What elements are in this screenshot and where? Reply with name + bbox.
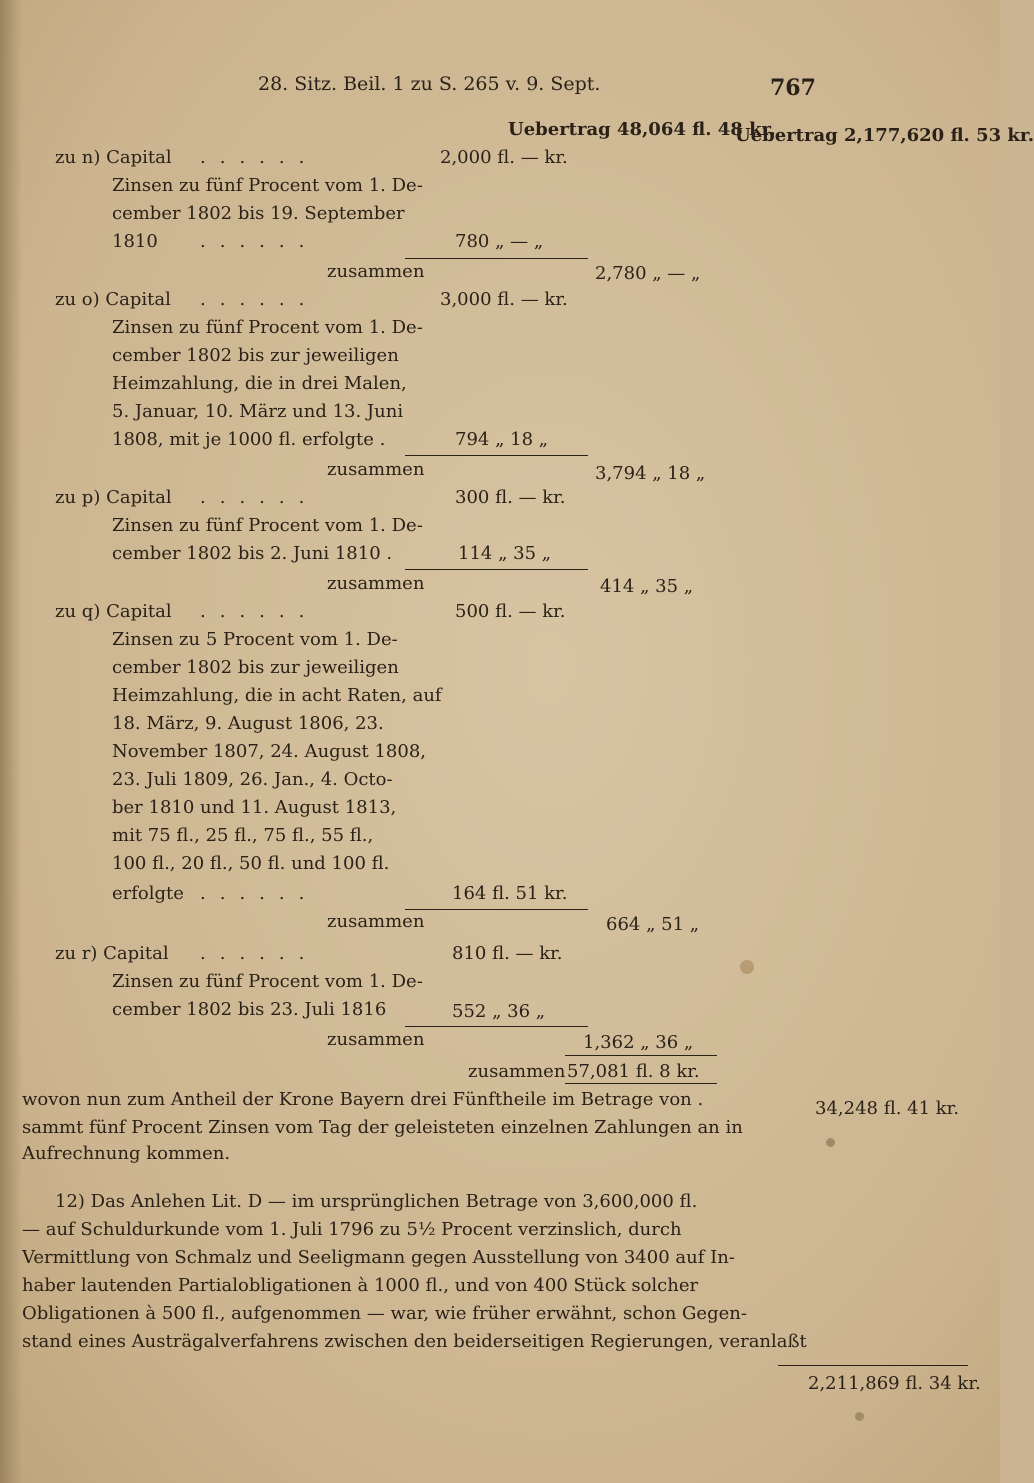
entry-n-line: Zinsen zu fünf Procent vom 1. De- bbox=[112, 175, 423, 196]
entry-q-line: ber 1810 und 11. August 1813, bbox=[112, 797, 397, 818]
entry-q-capital: 500 fl. — kr. bbox=[455, 601, 566, 622]
carry-over-mid: Uebertrag 48,064 fl. 48 kr. bbox=[508, 119, 776, 140]
entry-o-line: 5. Januar, 10. März und 13. Juni bbox=[112, 401, 404, 422]
entry-p-line: cember 1802 bis 2. Juni 1810 . bbox=[112, 543, 393, 564]
page-total: 2,211,869 fl. 34 kr. bbox=[808, 1373, 981, 1394]
entry-q-line: 100 fl., 20 fl., 50 fl. und 100 fl. bbox=[112, 853, 390, 874]
carry-over-right: Uebertrag 2,177,620 fl. 53 kr. bbox=[735, 125, 1034, 146]
para12-line: Vermittlung von Schmalz und Seeligmann gegen Ausstellung von 3400 auf In- bbox=[22, 1247, 735, 1268]
ink-spot bbox=[855, 1412, 864, 1421]
grand-total-value: 57,081 fl. 8 kr. bbox=[567, 1061, 700, 1082]
entry-o-line: Heimzahlung, die in drei Malen, bbox=[112, 373, 407, 394]
entry-n-line: 1810 bbox=[112, 231, 158, 252]
entry-n-line: cember 1802 bis 19. September bbox=[112, 203, 405, 224]
entry-o-label: zu o) Capital bbox=[55, 289, 171, 310]
entry-q-interest: 164 fl. 51 kr. bbox=[452, 883, 568, 904]
para12-line: — auf Schuldurkunde vom 1. Juli 1796 zu 5½ Procent verzinslich, durch bbox=[22, 1219, 682, 1240]
grand-total-label: zusammen bbox=[468, 1061, 566, 1082]
entry-o-capital: 3,000 fl. — kr. bbox=[440, 289, 568, 310]
entry-o-zusammen: zusammen bbox=[327, 459, 425, 480]
entry-r-line: Zinsen zu fünf Procent vom 1. De- bbox=[112, 971, 423, 992]
entry-q-zusammen: zusammen bbox=[327, 911, 425, 932]
sum-rule bbox=[778, 1365, 968, 1366]
entry-p-label: zu p) Capital bbox=[55, 487, 172, 508]
sum-rule bbox=[565, 1055, 717, 1056]
share-value: 34,248 fl. 41 kr. bbox=[815, 1098, 960, 1119]
leader-dots: ...... bbox=[200, 147, 319, 168]
para12-line: haber lautenden Partialobligationen à 1000 fl., und von 400 Stück solcher bbox=[22, 1275, 699, 1296]
leader-dots: ...... bbox=[200, 487, 319, 508]
leader-dots: ...... bbox=[200, 231, 319, 252]
sum-rule bbox=[405, 909, 588, 910]
entry-r-label: zu r) Capital bbox=[55, 943, 169, 964]
entry-o-line: cember 1802 bis zur jeweiligen bbox=[112, 345, 399, 366]
entry-r-total: 1,362 „ 36 „ bbox=[583, 1032, 694, 1053]
para12-line: Obligationen à 500 fl., aufgenommen — war, wie früher erwähnt, schon Gegen- bbox=[22, 1303, 747, 1324]
entry-o-interest: 794 „ 18 „ bbox=[455, 429, 549, 450]
entry-q-label: zu q) Capital bbox=[55, 601, 172, 622]
entry-n-interest: 780 „ — „ bbox=[455, 231, 544, 252]
sum-rule bbox=[405, 1026, 588, 1027]
entry-q-line: cember 1802 bis zur jeweiligen bbox=[112, 657, 399, 678]
leader-dots: ...... bbox=[200, 883, 319, 904]
share-line: wovon nun zum Antheil der Krone Bayern drei Fünftheile im Betrage von . bbox=[22, 1089, 704, 1110]
entry-q-line: November 1807, 24. August 1808, bbox=[112, 741, 427, 762]
share-line: Aufrechnung kommen. bbox=[22, 1143, 231, 1164]
leader-dots: ...... bbox=[200, 943, 319, 964]
sum-rule bbox=[405, 258, 588, 259]
entry-o-total: 3,794 „ 18 „ bbox=[595, 463, 706, 484]
share-line: sammt fünf Procent Zinsen vom Tag der geleisteten einzelnen Zahlungen an in bbox=[22, 1117, 743, 1138]
entry-q-line: 18. März, 9. August 1806, 23. bbox=[112, 713, 384, 734]
entry-q-line: Heimzahlung, die in acht Raten, auf bbox=[112, 685, 442, 706]
ink-spot bbox=[826, 1138, 835, 1147]
para12-line: stand eines Austrägalverfahrens zwischen den beiderseitigen Regierungen, veranlaßt bbox=[22, 1331, 807, 1352]
entry-q-total: 664 „ 51 „ bbox=[606, 914, 700, 935]
running-title: 28. Sitz. Beil. 1 zu S. 265 v. 9. Sept. bbox=[258, 73, 601, 95]
entry-p-interest: 114 „ 35 „ bbox=[458, 543, 552, 564]
entry-o-line: 1808, mit je 1000 fl. erfolgte . bbox=[112, 429, 386, 450]
entry-r-interest: 552 „ 36 „ bbox=[452, 1001, 546, 1022]
entry-p-zusammen: zusammen bbox=[327, 573, 425, 594]
entry-p-capital: 300 fl. — kr. bbox=[455, 487, 566, 508]
sum-rule bbox=[405, 455, 588, 456]
ink-spot bbox=[740, 960, 754, 974]
entry-o-line: Zinsen zu fünf Procent vom 1. De- bbox=[112, 317, 423, 338]
entry-q-line: 23. Juli 1809, 26. Jan., 4. Octo- bbox=[112, 769, 393, 790]
leader-dots: ...... bbox=[200, 289, 319, 310]
para12-line: 12) Das Anlehen Lit. D — im ursprünglichen Betrage von 3,600,000 fl. bbox=[55, 1191, 698, 1212]
entry-q-line: Zinsen zu 5 Procent vom 1. De- bbox=[112, 629, 398, 650]
entry-r-capital: 810 fl. — kr. bbox=[452, 943, 563, 964]
entry-n-capital: 2,000 fl. — kr. bbox=[440, 147, 568, 168]
entry-p-total: 414 „ 35 „ bbox=[600, 576, 694, 597]
entry-n-zusammen: zusammen bbox=[327, 261, 425, 282]
entry-n-total: 2,780 „ — „ bbox=[595, 263, 701, 284]
entry-q-line: mit 75 fl., 25 fl., 75 fl., 55 fl., bbox=[112, 825, 374, 846]
entry-p-line: Zinsen zu fünf Procent vom 1. De- bbox=[112, 515, 423, 536]
sum-rule bbox=[405, 569, 588, 570]
entry-r-zusammen: zusammen bbox=[327, 1029, 425, 1050]
entry-n-label: zu n) Capital bbox=[55, 147, 172, 168]
page-number: 767 bbox=[770, 75, 816, 101]
entry-q-line: erfolgte bbox=[112, 883, 184, 904]
entry-r-line: cember 1802 bis 23. Juli 1816 bbox=[112, 999, 387, 1020]
sum-rule bbox=[565, 1083, 717, 1084]
leader-dots: ...... bbox=[200, 601, 319, 622]
